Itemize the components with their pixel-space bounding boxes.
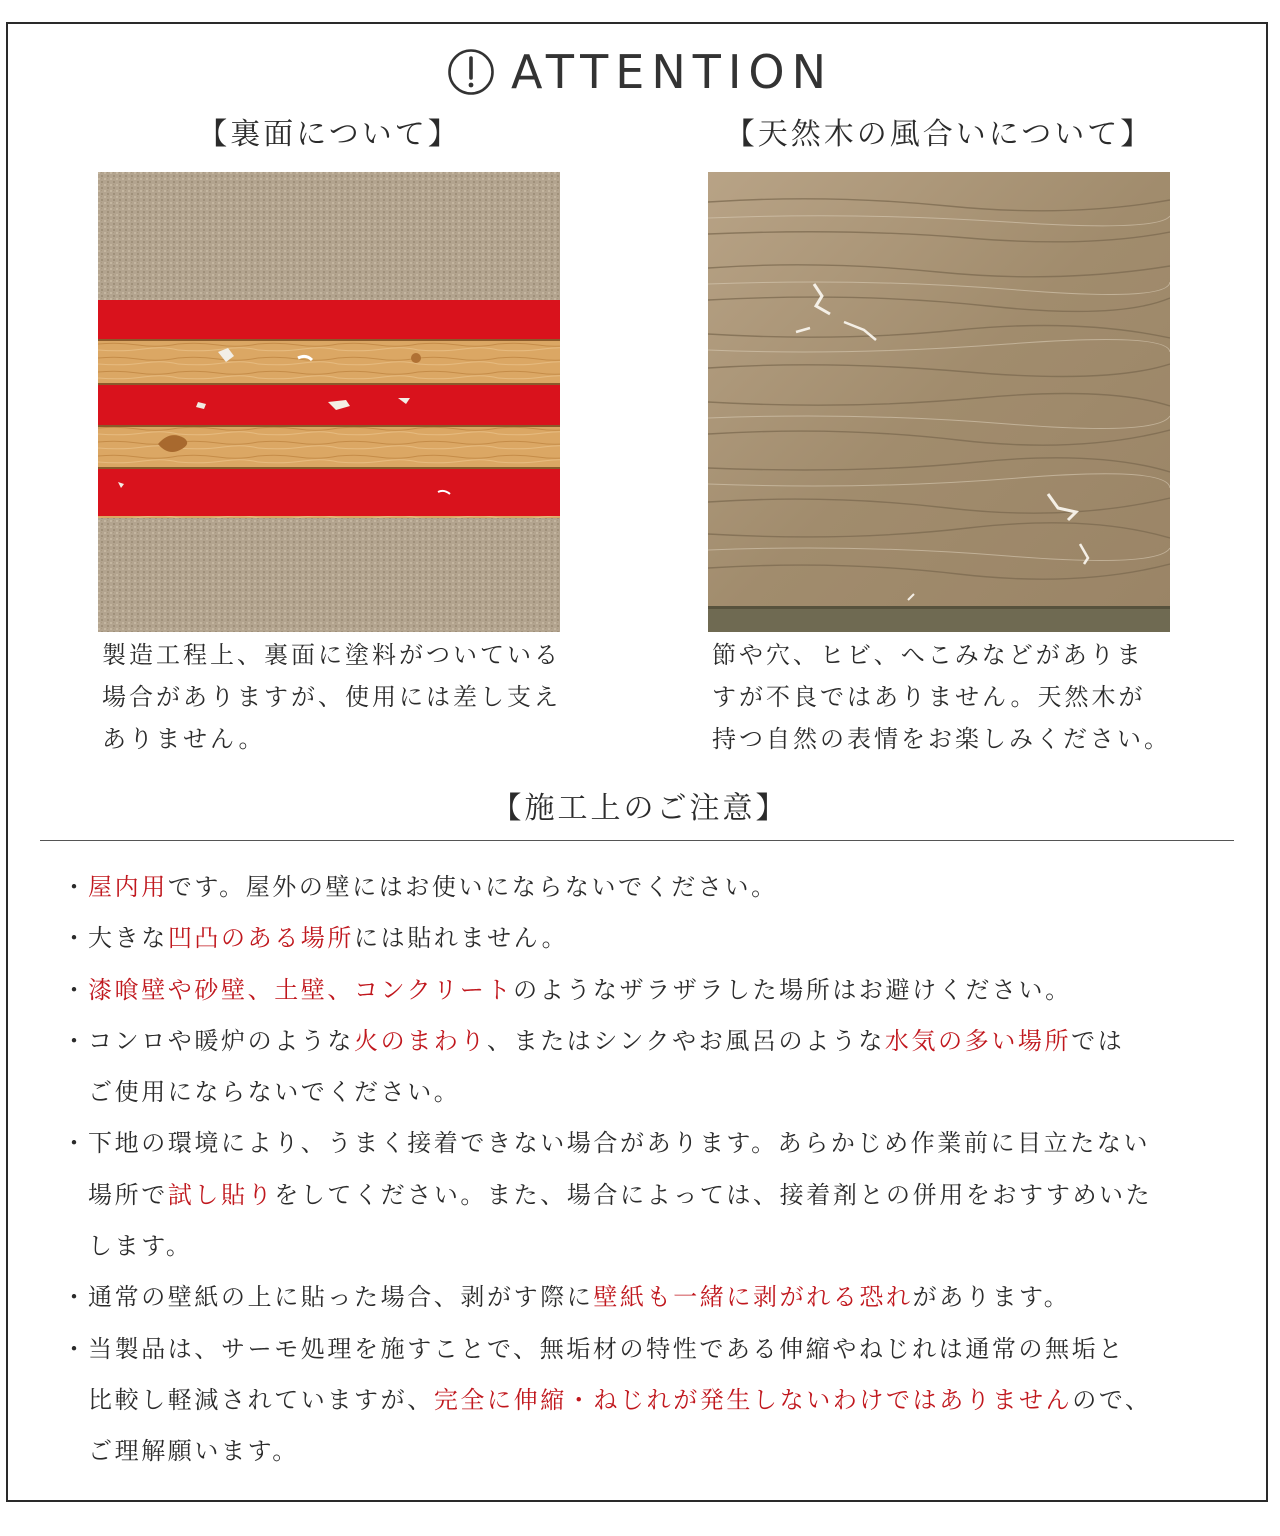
highlighted-text: 完全に伸縮・ねじれが発生しないわけではありません: [433, 1385, 1073, 1414]
back-side-photo: [98, 172, 560, 632]
caption-line: 節や穴、ヒビ、へこみなどがありま: [712, 641, 1144, 669]
highlighted-text: 壁紙も一緒に剥がれる恐れ: [593, 1283, 913, 1312]
note-item: [62, 1016, 1242, 1119]
highlighted-text: 試し貼り: [167, 1180, 275, 1209]
note-text: 場所で: [88, 1180, 168, 1209]
note-text: です。屋外の壁にはお使いにならないでください。: [167, 873, 778, 901]
note-text: をしてください。また、場合によっては、接着剤との併用をおすすめいた: [274, 1180, 1153, 1209]
note-item: [62, 913, 1242, 964]
note-line: [62, 913, 1242, 964]
note-text: コンロや暖炉のような: [88, 1026, 354, 1055]
caption-line: すが不良ではありません。天然木が: [712, 683, 1146, 711]
note-line: [62, 965, 1242, 1016]
note-text: 比較し軽減されていますが、: [88, 1385, 434, 1414]
note-line: [62, 862, 1242, 913]
note-item: [62, 862, 1242, 913]
installation-notes-list: [62, 862, 1242, 1478]
note-line: [62, 1375, 1242, 1426]
exclamation-circle-icon: [447, 48, 495, 96]
note-line: [62, 1067, 1242, 1118]
note-text: 通常の壁紙の上に貼った場合、剥がす際に: [88, 1283, 594, 1312]
note-line: [62, 1272, 1242, 1323]
note-item: [62, 965, 1242, 1016]
divider: [40, 840, 1234, 841]
bullet-mark: ・: [62, 1334, 89, 1363]
caption-line: ありません。: [102, 725, 266, 753]
note-item: [62, 1118, 1242, 1272]
highlighted-text: 漆喰壁や砂壁、土壁、コンクリート: [88, 975, 514, 1004]
caption-line: 場合がありますが、使用には差し支え: [102, 683, 561, 711]
note-text: ご使用にならないでください。: [88, 1078, 461, 1107]
natural-wood-heading: 【天然木の風合いについて】: [724, 117, 1154, 152]
bullet-mark: ・: [62, 1129, 89, 1158]
note-text: ので、: [1072, 1385, 1152, 1414]
note-text: 、またはシンクやお風呂のような: [487, 1026, 885, 1055]
back-side-caption: [102, 634, 602, 760]
note-text: 当製品は、サーモ処理を施すことで、無垢材の特性である伸縮やねじれは通常の無垢と: [88, 1334, 1125, 1363]
note-line: [62, 1324, 1242, 1375]
note-text: のようなザラザラした場所はお避けください。: [513, 975, 1072, 1004]
note-item: [62, 1272, 1242, 1323]
highlighted-text: 屋内用: [88, 873, 168, 901]
note-line: [62, 1221, 1242, 1272]
note-text: します。: [88, 1232, 193, 1261]
note-text: には貼れません。: [354, 924, 569, 953]
bullet-mark: ・: [62, 873, 89, 901]
note-item: [62, 1324, 1242, 1478]
note-text: ご理解願います。: [88, 1437, 299, 1466]
highlighted-text: 水気の多い場所: [884, 1026, 1072, 1055]
back-side-heading: 【裏面について】: [197, 117, 461, 152]
attention-title: ATTENTION: [510, 45, 834, 99]
natural-wood-photo: [708, 172, 1170, 632]
note-line: [62, 1118, 1242, 1169]
bullet-mark: ・: [62, 1283, 89, 1312]
bullet-mark: ・: [62, 975, 89, 1004]
note-text: 下地の環境により、うまく接着できない場合があります。あらかじめ作業前に目立たない: [88, 1129, 1151, 1158]
caption-line: 持つ自然の表情をお楽しみください。: [712, 725, 1171, 753]
note-text: 大きな: [88, 924, 168, 953]
note-text: では: [1071, 1026, 1125, 1055]
natural-wood-caption: [712, 634, 1212, 760]
bullet-mark: ・: [62, 924, 89, 953]
note-line: [62, 1016, 1242, 1067]
note-text: があります。: [912, 1283, 1071, 1312]
note-line: [62, 1170, 1242, 1221]
highlighted-text: 凹凸のある場所: [167, 924, 355, 953]
bullet-mark: ・: [62, 1026, 89, 1055]
note-line: [62, 1426, 1242, 1477]
attention-header: [0, 40, 1280, 104]
highlighted-text: 火のまわり: [354, 1026, 487, 1055]
caption-line: 製造工程上、裏面に塗料がついている: [102, 641, 561, 669]
installation-notes-heading: 【施工上のご注意】: [491, 791, 789, 826]
